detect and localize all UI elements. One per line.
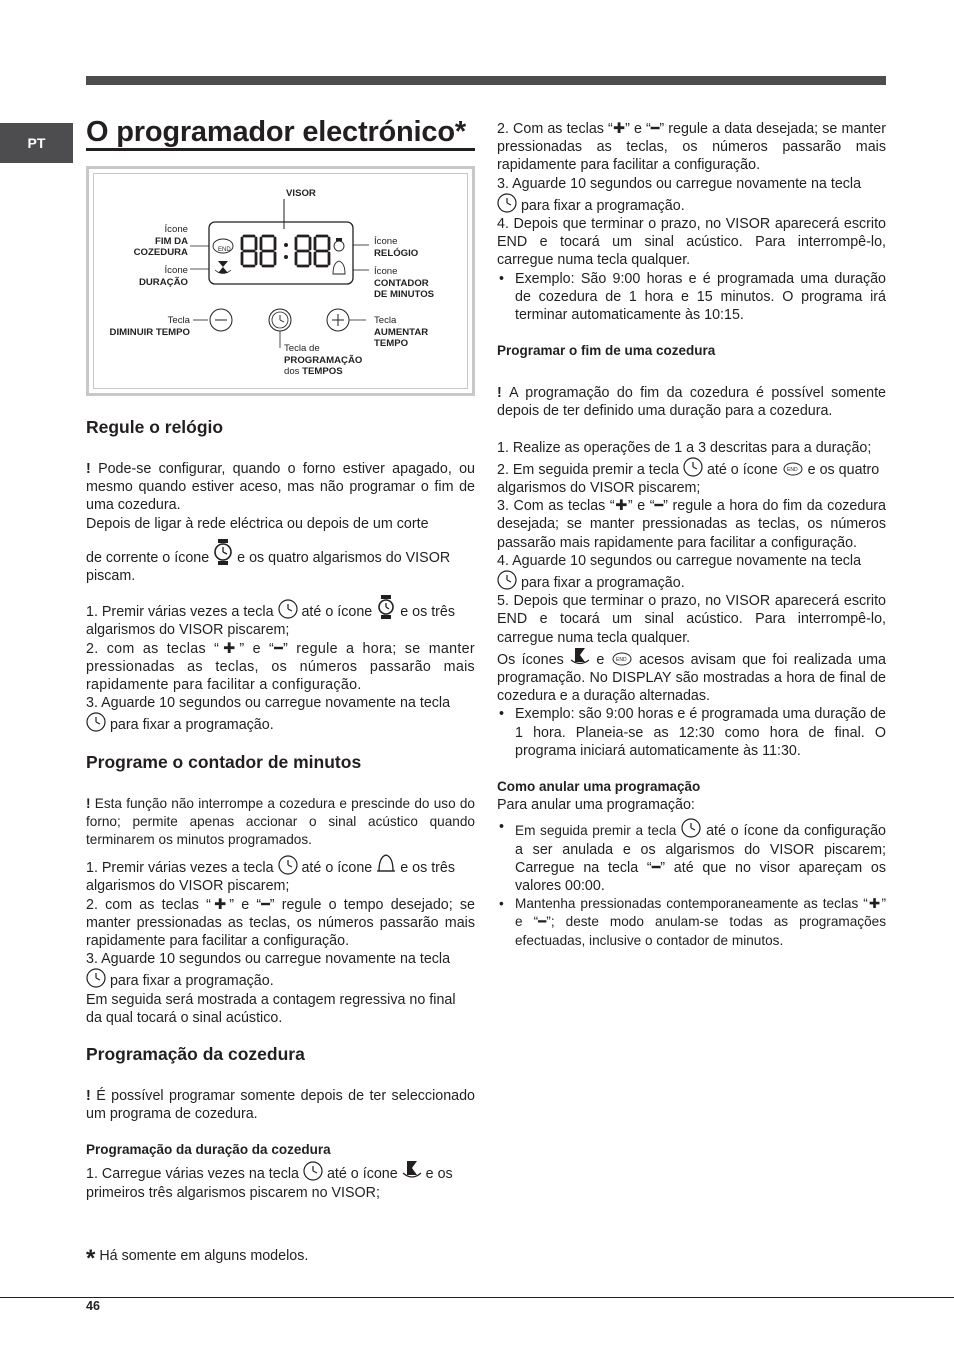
bottom-rule [0, 1297, 954, 1298]
visor-label: VISOR [286, 188, 316, 199]
relogio-step3b: para fixar a programação. [86, 712, 475, 734]
footnote [86, 1245, 308, 1273]
duracao-step1: 1. Carregue várias vezes na tecla até o ícone e os primeiros três algarismos piscarem no VISOR; [86, 1159, 475, 1201]
fim-step2: 2. Em seguida premir a tecla até o ícone END e os quatro algarismos do VISOR piscarem; [497, 457, 886, 497]
contador-step2: 2. com as teclas “✚” e “━” regule o tempo desejado; se manter pressionadas as teclas, os números passarão mais rapidamente para facilitar a configuração. [86, 896, 475, 950]
clock-icon [376, 595, 396, 619]
cozedura-note: ! É possível programar somente depois de ter seleccionado um programa de cozedura. [86, 1088, 476, 1123]
right-column [497, 120, 886, 950]
fim-step1: 1. Realize as operações de 1 a 3 descritas para a duração; [497, 439, 872, 456]
end-icon-text: END [218, 247, 231, 253]
end-icon [611, 651, 633, 667]
title-rule [86, 148, 475, 151]
svg-text:END: END [786, 466, 798, 473]
duracao-step2: 2. Com as teclas “✚” e “━” regule a data desejada; se manter pressionadas as teclas, os números passarão mais rapidamente para facilitar a configuração. [497, 121, 886, 174]
anular-intro: Para anular uma programação: [497, 797, 695, 814]
fim-step4b: para fixar a programação. [497, 570, 886, 592]
duracao-example-list [497, 270, 886, 325]
fim-step4: 4. Aguarde 10 segundos ou carregue novamente na tecla [497, 552, 862, 569]
fim-example-list [497, 705, 886, 760]
fim-note: ! A programação do fim da cozedura é possível somente depois de ter definido uma duração para a cozedura. [497, 385, 886, 420]
heading-fim-cozedura: Programar o fim de uma cozedura [497, 343, 716, 359]
hourglass-icon [570, 647, 590, 667]
duracao-step4: 4. Depois que terminar o prazo, no VISOR aparecerá escrito END e tocará um sinal acústico. Para interrompê-lo, carregue numa tecla qualquer. [497, 216, 886, 269]
contador-step3b: para fixar a programação. [86, 968, 475, 990]
label-diminuir: Tecla DIMINUIR TEMPO [109, 315, 190, 338]
timer-key-icon [86, 712, 106, 732]
timer-key-icon [86, 968, 106, 988]
list-item: • Exemplo: são 9:00 horas e é programada uma duração de 1 hora. Planeia-se as 12:30 como hora de final. O programa iniciará automaticamente às 11:30. [497, 705, 886, 760]
timer-key-icon [278, 855, 298, 875]
list-item: • Mantenha pressionadas contemporaneamente as teclas “✚” e “━”; deste modo anulam-se todas as programações efectuadas, inclusive o contador de minutos. [497, 895, 886, 950]
relogio-p3: de corrente o ícone e os quatro algarismos do VISOR piscam. [86, 539, 475, 585]
heading-contador: Programe o contador de minutos [86, 751, 362, 772]
heading-duracao: Programação da duração da cozedura [86, 1142, 331, 1158]
timer-key-icon [278, 599, 298, 619]
relogio-step2: 2. com as teclas “✚” e “━” regule a hora; se manter pressionadas as teclas, os números passarão mais rapidamente para facilitar a configuração. [86, 640, 475, 694]
duracao-step3: 3. Aguarde 10 segundos ou carregue novamente na tecla [497, 175, 862, 192]
timer-key-icon [497, 570, 517, 590]
label-fim-cozedura: Ícone FIM DA COZEDURA [133, 224, 188, 258]
label-relogio: Ícone RELÓGIO [374, 236, 419, 259]
label-contador: Ícone CONTADOR DE MINUTOS [374, 266, 435, 300]
programmer-diagram [86, 166, 475, 396]
heading-cozedura: Programação da cozedura [86, 1044, 305, 1065]
end-icon [782, 461, 804, 477]
contador-note: ! Esta função não interrompe a cozedura e prescinde do uso do forno; permite apenas accionar o sinal acústico quando terminarem os minutos programados. [86, 795, 475, 848]
timer-key-icon [497, 193, 517, 213]
timer-key-icon [681, 818, 701, 838]
label-programacao: Tecla de PROGRAMAÇÃO dos TEMPOS [284, 343, 363, 377]
contador-step3: 3. Aguarde 10 segundos ou carregue novamente na tecla [86, 951, 451, 968]
page-title: O programador electrónico* [86, 116, 466, 148]
relogio-step3: 3. Aguarde 10 segundos ou carregue novamente na tecla [86, 695, 451, 712]
top-bar [86, 76, 886, 85]
heading-regule-relogio: Regule o relógio [86, 417, 224, 437]
list-item: • Em seguida premir a tecla até o ícone da configuração a ser anulada e os algarismos do VISOR piscarem; Carregue na tecla “━” até que no visor apareçam os valores 00:00. [497, 818, 886, 895]
hourglass-icon [402, 1159, 422, 1181]
relogio-step1: 1. Premir várias vezes a tecla até o ícone e os três algarismos do VISOR piscarem; [86, 595, 475, 639]
contador-step1: 1. Premir várias vezes a tecla até o ícone e os três algarismos do VISOR piscarem; [86, 853, 475, 895]
language-tab [0, 123, 73, 163]
heading-anular: Como anular uma programação [497, 779, 701, 795]
footnote-text: Há somente em alguns modelos. [99, 1248, 309, 1264]
duracao-step3b: para fixar a programação. [497, 193, 886, 215]
svg-text:END: END [615, 656, 627, 663]
left-column [86, 400, 475, 1202]
timer-key-icon [683, 457, 703, 477]
fim-step3: 3. Com as teclas “✚” e “━” regule a hora do fim da cozedura desejada; se manter pressionadas as teclas, os números passarão mais rapidamente para facilitar a configuração. [497, 498, 886, 551]
page-number: 46 [86, 1299, 100, 1313]
language-label: PT [27, 135, 46, 151]
timer-key-icon [303, 1161, 323, 1181]
clock-icon [213, 539, 233, 565]
contador-p-final: Em seguida será mostrada a contagem regressiva no final da qual tocará o sinal acústico. [86, 991, 456, 1026]
relogio-p2: Depois de ligar à rede eléctrica ou depois de um corte [86, 515, 429, 532]
footnote-star: * [86, 1245, 96, 1272]
fim-icons-note: Os ícones e END acesos avisam que foi realizada uma programação. No DISPLAY são mostradas a hora de final de cozedura e a duração alternadas. [497, 647, 886, 706]
label-aumentar: Tecla AUMENTAR TEMPO [374, 315, 429, 349]
label-duracao: Ícone DURAÇÃO [138, 265, 188, 288]
fim-step5: 5. Depois que terminar o prazo, no VISOR aparecerá escrito END e tocará um sinal acústico. Para interrompê-lo, carregue numa tecla qualquer. [497, 593, 886, 646]
relogio-note: ! Pode-se configurar, quando o forno estiver apagado, ou mesmo quando estiver aceso, mas não programar o fim de uma cozedura. [86, 461, 476, 514]
anular-list [497, 818, 886, 949]
list-item: • Exemplo: São 9:00 horas e é programada uma duração de cozedura de 1 hora e 15 minutos. O programa irá terminar automaticamente às 10:15. [497, 270, 886, 325]
bell-icon [376, 853, 396, 875]
